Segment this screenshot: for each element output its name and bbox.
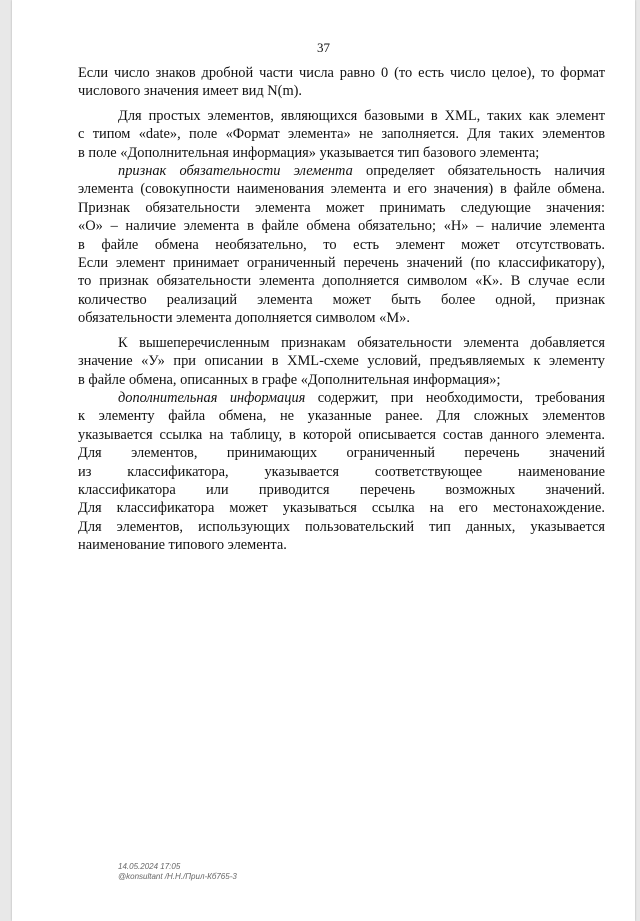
text-line: в файле обмена необязательно, то есть элемент может отсутствовать. (78, 236, 605, 253)
text-line: к элементу файла обмена, не указанные ранее. Для сложных элементов (78, 408, 605, 425)
page-number: 37 (317, 40, 330, 55)
text-line: с типом «date», поле «Формат элемента» не заполняется. Для таких элементов (78, 126, 605, 143)
footer-signature: @konsultant /Н.Н./Прил-Кб765-3 (118, 872, 237, 881)
document-body (78, 64, 605, 555)
text-line: Если число знаков дробной части числа равно 0 (то есть число целое), то формат (78, 65, 605, 81)
text-line: обязательности элемента дополняется символом «М». (78, 310, 410, 327)
text-line: наименование типового элемента. (78, 537, 287, 554)
text-line: «О» – наличие элемента в файле обмена обязательно; «Н» – наличие элемента (78, 218, 605, 235)
text-line: Для простых элементов, являющихся базовыми в XML, таких как элемент (118, 107, 605, 124)
text-line: Признак обязательности элемента может принимать следующие значения: (78, 199, 605, 216)
term-italic: признак обязательности элемента (118, 163, 353, 180)
text-fragment: содержит, при необходимости, требования (305, 389, 605, 406)
text-line: К вышеперечисленным признакам обязательности элемента добавляется (118, 334, 605, 351)
text-line: значение «У» при описании в XML-схеме условий, предъявляемых к элементу (78, 353, 605, 370)
text-line: классификатора или приводится перечень возможных значений. (78, 481, 605, 498)
text-line (78, 389, 605, 407)
text-line: указывается ссылка на таблицу, в которой описывается состав данного элемента. (78, 426, 605, 443)
term-italic: дополнительная информация (118, 389, 306, 406)
footer-timestamp: 14.05.2024 17:05 (118, 862, 181, 871)
document-page (12, 0, 635, 921)
text-line: из классификатора, указывается соответствующее наименование (78, 463, 605, 480)
text-line: элемента (совокупности наименования элемента и его значения) в файле обмена. (78, 181, 605, 198)
text-line: Для элементов, принимающих ограниченный перечень значений (78, 445, 605, 462)
footer-stamp (118, 862, 237, 882)
text-line: числового значения имеет вид N(m). (78, 83, 303, 100)
text-line (78, 162, 605, 180)
text-line: в поле «Дополнительная информация» указывается тип базового элемента; (78, 144, 540, 161)
text-fragment: определяет обязательность наличия (352, 163, 605, 180)
text-line: Для классификатора может указываться ссылка на его местонахождение. (78, 500, 605, 517)
text-line: то признак обязательности элемента дополняется символом «К». В случае если (78, 273, 605, 290)
text-line: Если элемент принимает ограниченный перечень значений (по классификатору), (78, 255, 605, 272)
text-line: количество реализаций элемента может быть более одной, признак (78, 291, 605, 308)
text-line: в файле обмена, описанных в графе «Дополнительная информация»; (78, 371, 501, 388)
text-line: Для элементов, использующих пользовательский тип данных, указывается (78, 518, 605, 535)
